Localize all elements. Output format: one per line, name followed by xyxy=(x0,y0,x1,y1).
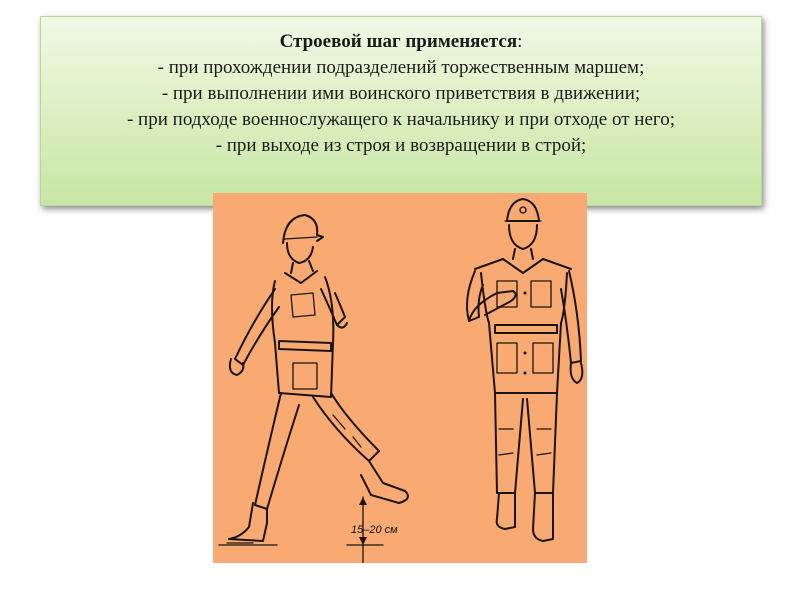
rule-line-4: - при выходе из строя и возвращении в строй; xyxy=(215,135,587,156)
rule-line-2: - при выполнении ими воинского приветствия в движении; xyxy=(161,83,641,104)
rules-text-panel xyxy=(40,16,762,206)
panel-heading-line xyxy=(41,29,761,55)
rule-line-3: - при подходе военнослужащего к начальнику и при отходе от него; xyxy=(126,109,675,130)
soldier-figures-drawing xyxy=(213,193,587,563)
standing-soldier-figure xyxy=(467,199,582,541)
rule-line-1: - при прохождении подразделений торжественным маршем; xyxy=(157,57,645,78)
marching-step-illustration xyxy=(213,193,587,563)
step-height-label: 15–20 см xyxy=(351,524,398,536)
panel-heading-colon: : xyxy=(517,31,523,52)
panel-heading: Строевой шаг применяется xyxy=(279,31,518,52)
marching-soldier-figure xyxy=(219,215,408,563)
